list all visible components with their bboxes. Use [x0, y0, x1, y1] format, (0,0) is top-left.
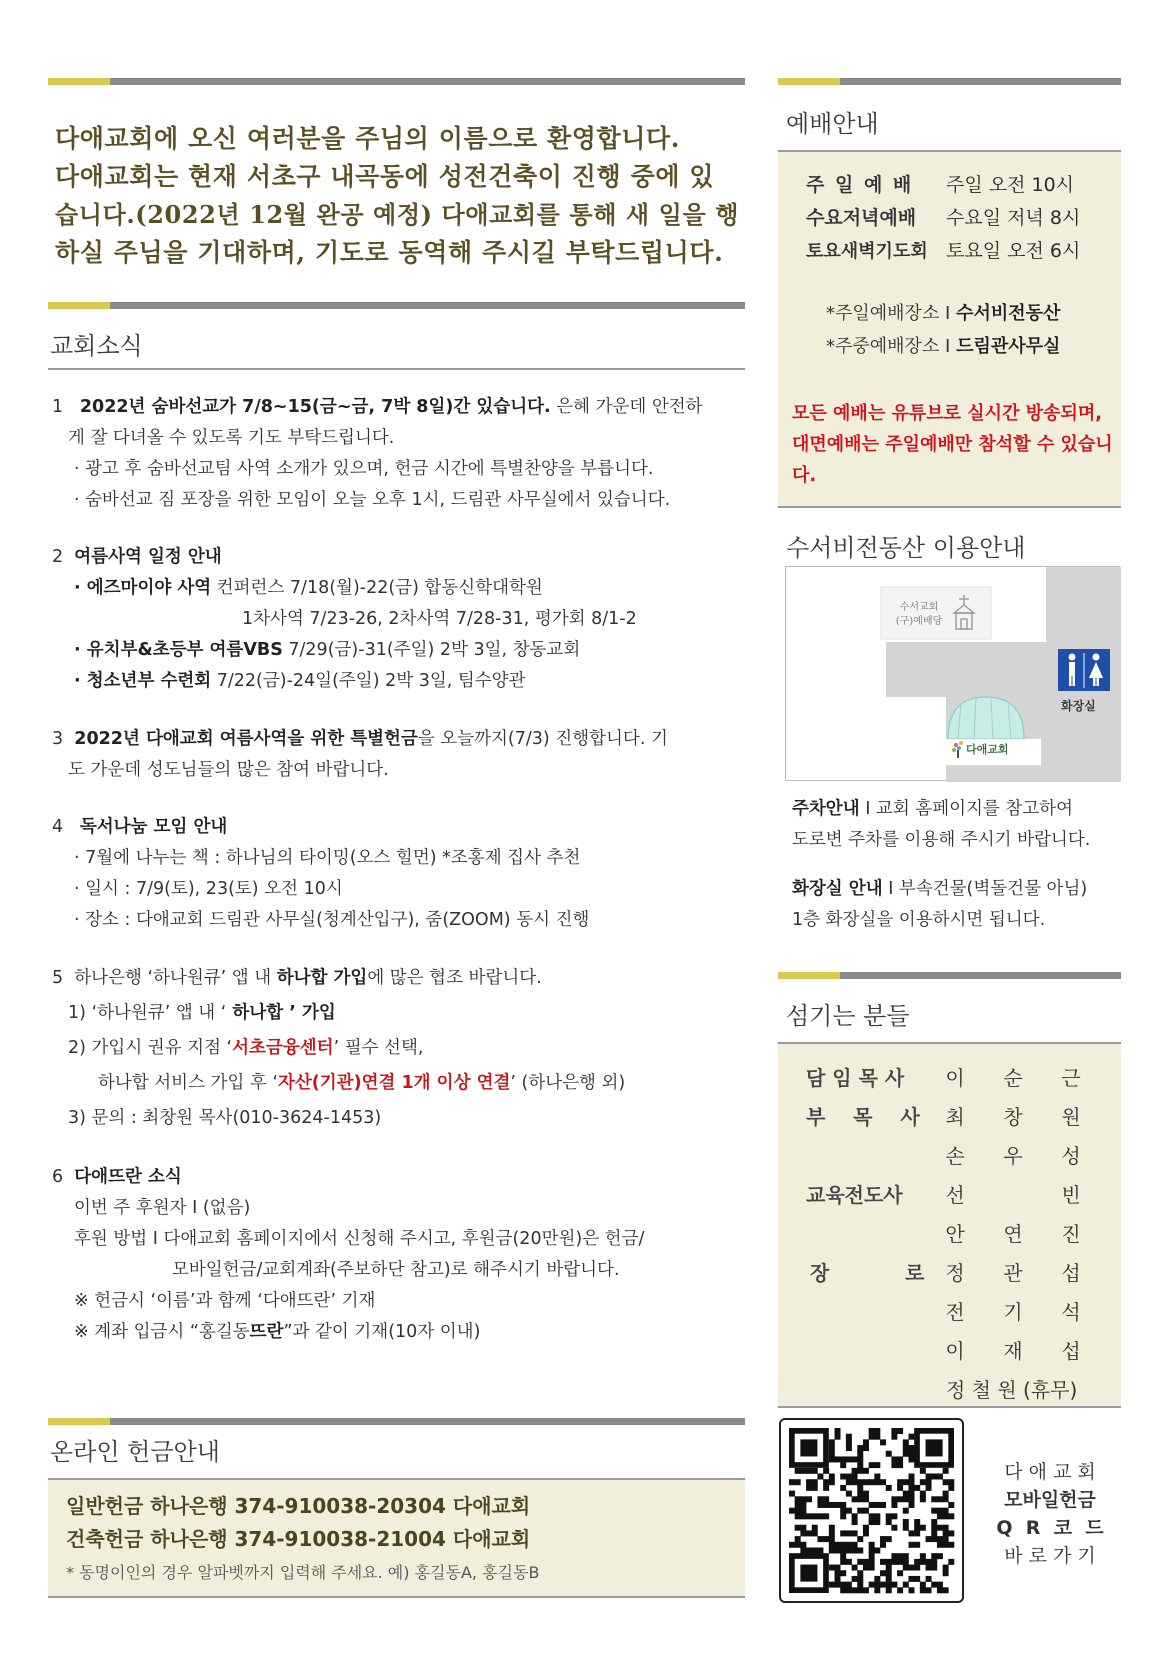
qr-code-icon	[781, 1420, 962, 1601]
news-item-2-sub: · 청소년부 수련회 7/22(금)-24일(주일) 2박 3일, 팀수양관	[74, 671, 526, 691]
welcome-line: 다애교회는 현재 서초구 내곡동에 성전건축이 진행 중에 있	[55, 162, 715, 191]
news-item-6: 6 다애뜨란 소식	[52, 1167, 182, 1187]
staff-role: 교육전도사	[806, 1183, 903, 1207]
news-item-2-sub: · 유치부&초등부 여름VBS 7/29(금)-31(주일) 2박 3일, 창동교회	[74, 640, 581, 660]
staff-name-char: 전	[945, 1300, 965, 1324]
restroom-info-cont: 1층 화장실을 이용하시면 됩니다.	[792, 910, 1046, 930]
news-item-2-sub-cont: 1차사역 7/23-26, 2차사역 7/28-31, 평가회 8/1-2	[242, 609, 637, 629]
restroom-info: 화장실 안내 I 부속건물(벽돌건물 아님)	[792, 879, 1088, 899]
news-item-5-step: 2) 가입시 권유 지점 ‘서초금융센터’ 필수 선택,	[68, 1038, 424, 1058]
staff-name-char: 섭	[1061, 1261, 1081, 1285]
staff-name-char: 관	[1003, 1261, 1023, 1285]
campus-map	[785, 566, 1120, 781]
map-label-restroom: 화장실	[1061, 699, 1096, 713]
news-item-4-sub: · 일시 : 7/9(토), 23(토) 오전 10시	[74, 879, 343, 899]
staff-role: 로	[905, 1261, 925, 1285]
staff-name-char: 순	[1003, 1066, 1023, 1090]
staff-name-char: 손	[945, 1144, 965, 1168]
worship-row: 주 일 예 배 주일 오전 10시	[806, 174, 1075, 196]
staff-name-char: 석	[1061, 1300, 1081, 1324]
staff-name-char: 원	[1061, 1105, 1081, 1129]
news-item-2: 2 여름사역 일정 안내	[52, 547, 222, 567]
news-item-5-step: 하나합 서비스 가입 후 ‘자산(기관)연결 1개 이상 연결’ (하나은행 외)	[98, 1073, 626, 1093]
online-header-bar	[48, 1418, 745, 1425]
map-label-old-church: 수서교회 (구)예배당	[895, 602, 943, 627]
news-item-1-cont: 게 잘 다녀올 수 있도록 기도 부탁드립니다.	[68, 428, 395, 448]
online-title: 온라인 헌금안내	[50, 1438, 220, 1466]
staff-name-char: 정	[945, 1261, 965, 1285]
news-item-5-step: 1) ‘하나원큐’ 앱 내 ‘ 하나합 ’ 가입	[68, 1003, 336, 1023]
staff-role: 장	[810, 1261, 830, 1285]
staff-header-bar	[778, 972, 1121, 979]
news-item-1: 1 2022년 숨바선교가 7/8~15(금~금, 7박 8일)간 있습니다. 은혜 가운데 안전하	[52, 397, 703, 417]
facility-title: 수서비전동산 이용안내	[786, 534, 1026, 562]
qr-caption: 다 애 교 회 모바일헌금 Q R 코 드 바 로 가 기	[996, 1461, 1104, 1567]
news-item-5-step: 3) 문의 : 최창원 목사(010-3624-1453)	[68, 1108, 382, 1128]
news-item-3-cont: 도 가운데 성도님들의 많은 참여 바랍니다.	[68, 760, 389, 780]
worship-title: 예배안내	[786, 110, 879, 138]
worship-row: 토요새벽기도회 토요일 오전 6시	[806, 240, 1081, 262]
welcome-message	[55, 120, 745, 272]
staff-name-char: 근	[1061, 1066, 1081, 1090]
staff-name-char: 우	[1003, 1144, 1023, 1168]
news-item-6-line: 후원 방법 I 다애교회 홈페이지에서 신청해 주시고, 후원금(20만원)은 헌금/	[74, 1229, 645, 1249]
worship-place-sunday: *주일예배장소 I 수서비전동산	[826, 303, 1061, 324]
news-item-4-sub: · 7월에 나누는 책 : 하나님의 타이밍(오스 힐먼) *조홍제 집사 추천	[74, 848, 581, 868]
worship-place-weekday: *주중예배장소 I 드림관사무실	[826, 336, 1061, 357]
staff-name-char: 빈	[1061, 1183, 1081, 1207]
offering-account-building: 건축헌금 하나은행 374-910038-21004 다애교회	[66, 1527, 531, 1551]
welcome-line: 습니다.(2022년 12월 완공 예정) 다애교회를 통해 새 일을 행	[55, 200, 739, 229]
welcome-line: 하실 주님을 기대하며, 기도로 동역해 주시길 부탁드립니다.	[55, 238, 724, 267]
broadcast-notice: 모든 예배는 유튜브로 실시간 방송되며, 대면예배는 주일예배만 참석할 수 있습니 다.	[792, 403, 1113, 486]
news-item-5: 5 하나은행 ‘하나원큐’ 앱 내 하나합 가입에 많은 협조 바랍니다.	[52, 968, 542, 988]
staff-role: 담 임 목 사	[806, 1066, 905, 1090]
campus-map-drawing	[786, 567, 1121, 782]
staff-role: 부 목 사	[806, 1105, 920, 1129]
worship-header-bar	[778, 78, 1121, 85]
news-item-6-line: 이번 주 후원자 I (없음)	[74, 1198, 251, 1218]
news-item-3: 3 2022년 다애교회 여름사역을 위한 특별헌금을 오늘까지(7/3) 진행합니다. 기	[52, 729, 668, 749]
news-header-bar	[48, 302, 745, 309]
staff-name-char: 이	[945, 1066, 965, 1090]
staff-name-char: 연	[1003, 1222, 1023, 1246]
staff-name-char: 최	[945, 1105, 965, 1129]
qr-code-frame[interactable]	[779, 1418, 964, 1603]
news-item-4: 4 독서나눔 모임 안내	[52, 817, 228, 837]
news-item-1-sub: · 광고 후 숨바선교팀 사역 소개가 있으며, 헌금 시간에 특별찬양을 부릅니다.	[74, 459, 654, 479]
staff-name-last: 정 철 원 (휴무)	[946, 1378, 1078, 1402]
staff-name-char: 진	[1061, 1222, 1081, 1246]
welcome-line: 다애교회에 오신 여러분을 주님의 이름으로 환영합니다.	[55, 124, 681, 153]
offering-account-general: 일반헌금 하나은행 374-910038-20304 다애교회	[66, 1494, 531, 1518]
staff-title: 섬기는 분들	[786, 1002, 910, 1030]
news-item-6-line: ※ 헌금시 ‘이름’과 함께 ‘다애뜨란’ 기재	[74, 1291, 376, 1311]
staff-name-char: 안	[945, 1222, 965, 1246]
staff-name-char: 성	[1061, 1144, 1081, 1168]
news-title: 교회소식	[50, 332, 143, 360]
parking-info: 주차안내 I 교회 홈페이지를 참고하여	[792, 799, 1073, 819]
staff-name-char: 이	[945, 1339, 965, 1363]
news-item-1-sub: · 숨바선교 짐 포장을 위한 모임이 오늘 오후 1시, 드림관 사무실에서 있습니다.	[74, 490, 671, 510]
map-label-church: 다애교회	[966, 743, 1009, 756]
news-divider	[48, 368, 745, 370]
staff-name-char: 선	[945, 1183, 965, 1207]
news-item-4-sub: · 장소 : 다애교회 드림관 사무실(청계산입구), 줌(ZOOM) 동시 진행	[74, 910, 590, 930]
staff-name-char: 재	[1003, 1339, 1023, 1363]
parking-info-cont: 도로변 주차를 이용해 주시기 바랍니다.	[792, 830, 1091, 850]
staff-name-char: 창	[1003, 1105, 1023, 1129]
worship-row: 수요저녁예배 수요일 저녁 8시	[806, 207, 1081, 229]
staff-name-char: 기	[1003, 1300, 1023, 1324]
offering-note: * 동명이인의 경우 알파벳까지 입력해 주세요. 예) 홍길동A, 홍길동B	[66, 1563, 540, 1582]
welcome-header-bar	[48, 78, 745, 85]
news-item-6-line: ※ 계좌 입금시 “홍길동뜨란”과 같이 기재(10자 이내)	[74, 1322, 481, 1342]
staff-name-char: 섭	[1061, 1339, 1081, 1363]
news-item-6-line: 모바일헌금/교회계좌(주보하단 참고)로 해주시기 바랍니다.	[172, 1260, 620, 1280]
news-item-2-sub: · 에즈마이야 사역 컨퍼런스 7/18(월)-22(금) 합동신학대학원	[74, 578, 543, 598]
